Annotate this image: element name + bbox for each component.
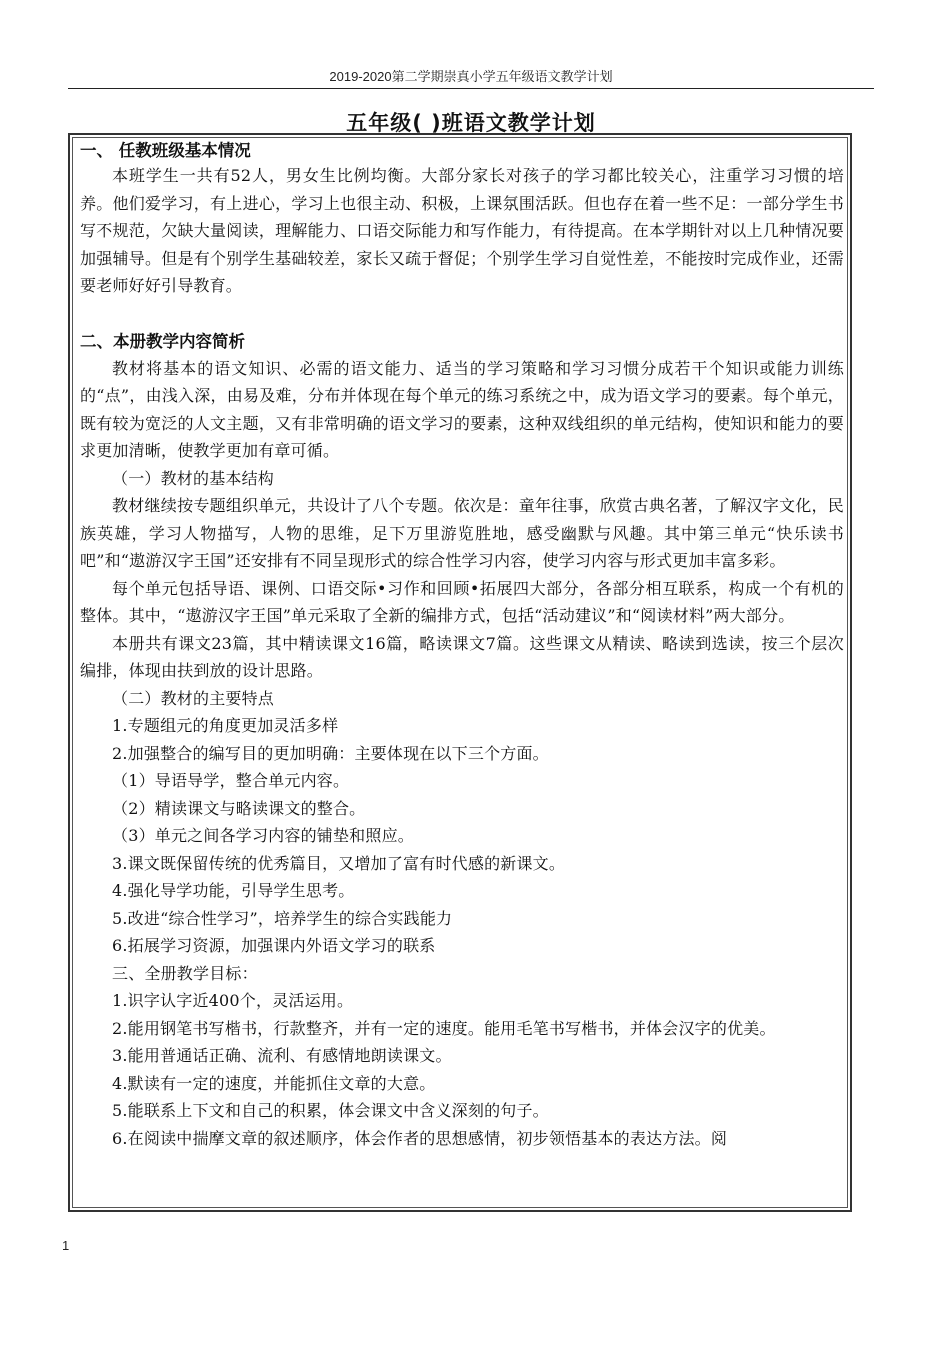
section3-heading: 三、全册教学目标： [112, 963, 258, 983]
feature-item: （1）导语导学，整合单元内容。 [112, 771, 350, 790]
feature-item: 1.专题组元的角度更加灵活多样 [112, 716, 339, 735]
goal-item: 2.能用钢笔书写楷书，行款整齐，并有一定的速度。能用毛笔书写楷书，并体会汉字的优美。 [112, 1018, 776, 1038]
goal-item: 6.在阅读中揣摩文章的叙述顺序，体会作者的思想感情，初步领悟基本的表达方法。阅 [112, 1128, 728, 1148]
goal-item: 3.能用普通话正确、流利、有感情地朗读课文。 [112, 1046, 452, 1065]
document-title: 五年级( )班语文教学计划 [346, 111, 596, 135]
subsection1-title: （一）教材的基本结构 [112, 468, 275, 488]
section1-heading: 一、 任教班级基本情况 [80, 141, 251, 160]
feature-item: 4.强化导学功能，引导学生思考。 [112, 881, 355, 900]
page-number: 1 [62, 1238, 70, 1253]
header-rule [68, 88, 874, 89]
feature-item: （2）精读课文与略读课文的整合。 [112, 798, 366, 818]
goal-item: 5.能联系上下文和自己的积累，体会课文中含义深刻的句子。 [112, 1101, 549, 1120]
spacer [80, 300, 844, 322]
subsection1-para1: 教材继续按专题组织单元，共设计了八个专题。依次是：童年往事，欣赏古典名著，了解汉字文化，民族英雄，学习人物描写，人物的思维，足下万里游览胜地，感受幽默与风趣。其中第三单元“快乐读书吧”和“遨游汉字王国”还安排有不同呈现形式的综合性学习内容，使学习内容与形式更加丰富多彩。 [80, 496, 844, 570]
section2-heading: 二、本册教学内容简析 [80, 331, 245, 351]
feature-item: 3.课文既保留传统的优秀篇目，又增加了富有时代感的新课文。 [112, 853, 566, 873]
feature-item: 6.拓展学习资源，加强课内外语文学习的联系 [112, 936, 436, 955]
feature-item: （3）单元之间各学习内容的铺垫和照应。 [112, 826, 414, 845]
running-header: 2019-2020第二学期崇真小学五年级语文教学计划 [329, 69, 613, 84]
feature-item: 5.改进“综合性学习”，培养学生的综合实践能力 [112, 908, 453, 928]
subsection2-title: （二）教材的主要特点 [112, 688, 275, 708]
feature-item: 2.加强整合的编写目的更加明确：主要体现在以下三个方面。 [112, 743, 549, 763]
section1-paragraph: 本班学生一共有52人，男女生比例均衡。大部分家长对孩子的学习都比较关心，注重学习习惯的培养。他们爱学习，有上进心，学习上也很主动、积极，上课氛围活跃。但也存在着一些不足：一部分学生书写不规范，欠缺大量阅读，理解能力、口语交际能力和写作能力，有待提高。在本学期针对以上几种情况要加强辅导。但是有个别学生基础较差，家长又疏于督促；个别学生学习自觉性差，不能按时完成作业，还需要老师好好引导教育。 [80, 166, 844, 295]
goal-item: 4.默读有一定的速度，并能抓住文章的大意。 [112, 1073, 436, 1093]
section2-intro: 教材将基本的语文知识、必需的语文能力、适当的学习策略和学习习惯分成若干个知识或能力训练的“点”，由浅入深，由易及难，分布并体现在每个单元的练习系统之中，成为语文学习的要素。每个单元，既有较为宽泛的人文主题，又有非常明确的语文学习的要素，这种双线组织的单元结构，使知识和能力的要求更加清晰，使教学更加有章可循。 [80, 358, 844, 460]
subsection1-para3: 本册共有课文23篇，其中精读课文16篇，略读课文7篇。这些课文从精读、略读到选读，按三个层次编排，体现由扶到放的设计思路。 [80, 633, 844, 680]
document-body [80, 140, 844, 1152]
subsection1-para2: 每个单元包括导语、课例、口语交际•习作和回顾•拓展四大部分，各部分相互联系，构成一个有机的整体。其中，“遨游汉字王国”单元采取了全新的编排方式，包括“活动建议”和“阅读材料”两大部分。 [80, 578, 844, 625]
goal-item: 1.识字认字近400个，灵活运用。 [112, 991, 354, 1010]
